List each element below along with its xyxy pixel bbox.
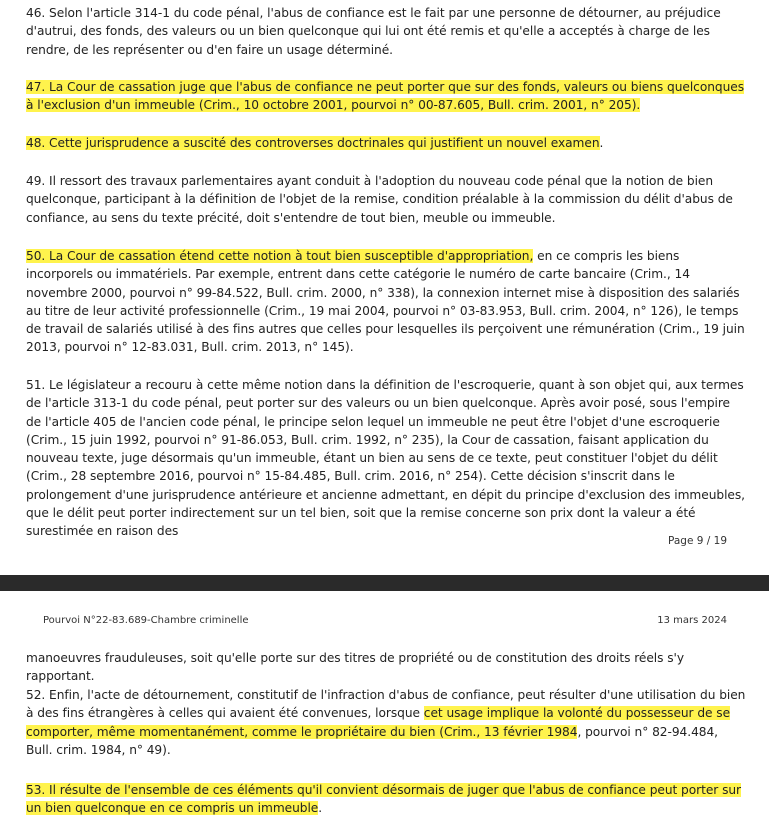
page-header-case-number: Pourvoi N°22-83.689-Chambre criminelle (43, 615, 249, 626)
paragraph-53-end: . (318, 801, 323, 816)
paragraph-52 (26, 686, 748, 759)
paragraph-49-text: 49. Il ressort des travaux parlementaires ayant conduit à l'adoption du nouveau code pénal que la notion de bien quelconque, participant à la définition de l'objet de la remise, condition préalable à la commission du délit d'abus de confiance, au sens du texte précité, doit s'entendre de tout bien, meuble ou immeuble. (26, 174, 733, 225)
paragraph-51 (26, 376, 748, 541)
paragraph-53-highlighted-text: 53. Il résulte de l'ensemble de ces éléments qu'il convient désormais de juger que l'abus de confiance peut porter sur un bien quelconque en ce compris un immeuble (26, 783, 742, 816)
paragraph-53 (26, 781, 748, 818)
paragraph-46 (26, 4, 748, 59)
paragraph-48-highlighted-text: 48. Cette jurisprudence a suscité des controverses doctrinales qui justifient un nouvel examen (26, 136, 600, 150)
paragraph-51-continued (26, 649, 748, 686)
paragraph-51-text: 51. Le législateur a recouru à cette même notion dans la définition de l'escroquerie, quant à son objet qui, aux termes de l'article 313-1 du code pénal, peut porter sur des valeurs ou un bien quelconque. Après avoir posé, sous l'empire de l'article 405 de l'ancien code pénal, le principe selon lequel un immeuble ne peut être l'objet d'une escroquerie (Crim., 15 juin 1992, pourvoi n° 91-86.053, Bull. crim. 1992, n° 235), la Cour de cassation, faisant application du nouveau texte, juge désormais qu'un immeuble, étant un bien au sens de ce texte, peut constituer l'objet du délit (Crim., 28 septembre 2016, pourvoi n° 15-84.485, Bull. crim. 2016, n° 254). Cette décision s'inscrit dans le prolongement d'une jurisprudence antérieure et ancienne admettant, en dépit du principe d'exclusion des immeubles, que le délit peut porter indirectement sur un tel bien, soit que la remise concerne son prix dont la valeur a été surestimée en raison des (26, 378, 745, 539)
page-header-date: 13 mars 2024 (657, 615, 727, 626)
paragraph-50 (26, 247, 748, 357)
page-number: Page 9 / 19 (667, 535, 727, 547)
paragraph-47 (26, 78, 748, 115)
paragraph-48-end: . (599, 136, 604, 150)
page-separator (0, 575, 769, 591)
paragraph-51-continued-text: manoeuvres frauduleuses, soit qu'elle porte sur des titres de propriété ou de constitution des droits réels s'y rapportant. (26, 651, 685, 684)
paragraph-52-text-start: 52. Enfin, l'acte de détournement, constitutif de l'infraction d'abus de confiance, peut résulter d'une utilisation du bien à des fins étrangères à celles qui avaient été convenues, lorsque (26, 688, 746, 721)
paragraph-47-highlighted-text: 47. La Cour de cassation juge que l'abus de confiance ne peut porter que sur des fonds, valeurs ou biens quelconques à l'exclusion d'un immeuble (Crim., 10 octobre 2001, pourvoi n° 00-87.605, Bull. crim. 2001, n° 205). (26, 80, 745, 113)
paragraph-52-text-end: , pourvoi n° 82-94.484, Bull. crim. 1984, n° 49). (26, 724, 719, 757)
paragraph-50-text: en ce compris les biens incorporels ou immatériels. Par exemple, entrent dans cette catégorie le numéro de carte bancaire (Crim., 14 novembre 2000, pourvoi n° 99-84.522, Bull. crim. 2000, n° 338), la connexion internet mise à disposition des salariés au titre de leur activité professionnelle (Crim., 19 mai 2004, pourvoi n° 03-83.953, Bull. crim. 2004, n° 126), le temps de travail de salariés utilisé à des fins autres que celles pour lesquelles ils perçoivent une rémunération (Crim., 19 juin 2013, pourvoi n° 12-83.031, Bull. crim. 2013, n° 145). (26, 249, 745, 355)
paragraph-46-text: 46. Selon l'article 314-1 du code pénal, l'abus de confiance est le fait par une personne de détourner, au préjudice d'autrui, des fonds, des valeurs ou un bien quelconque qui lui ont été remis et qu'elle a acceptés à charge de les rendre, de les représenter ou d'en faire un usage déterminé. (26, 6, 721, 57)
paragraph-50-highlighted-text: 50. La Cour de cassation étend cette notion à tout bien susceptible d'appropriation, (26, 249, 534, 263)
paragraph-49 (26, 172, 748, 227)
paragraph-52-highlighted-text: cet usage implique la volonté du possesseur de se comporter, même momentanément, comme le propriétaire du bien (Crim., 13 février 1984 (26, 706, 731, 739)
paragraph-48 (26, 134, 748, 152)
